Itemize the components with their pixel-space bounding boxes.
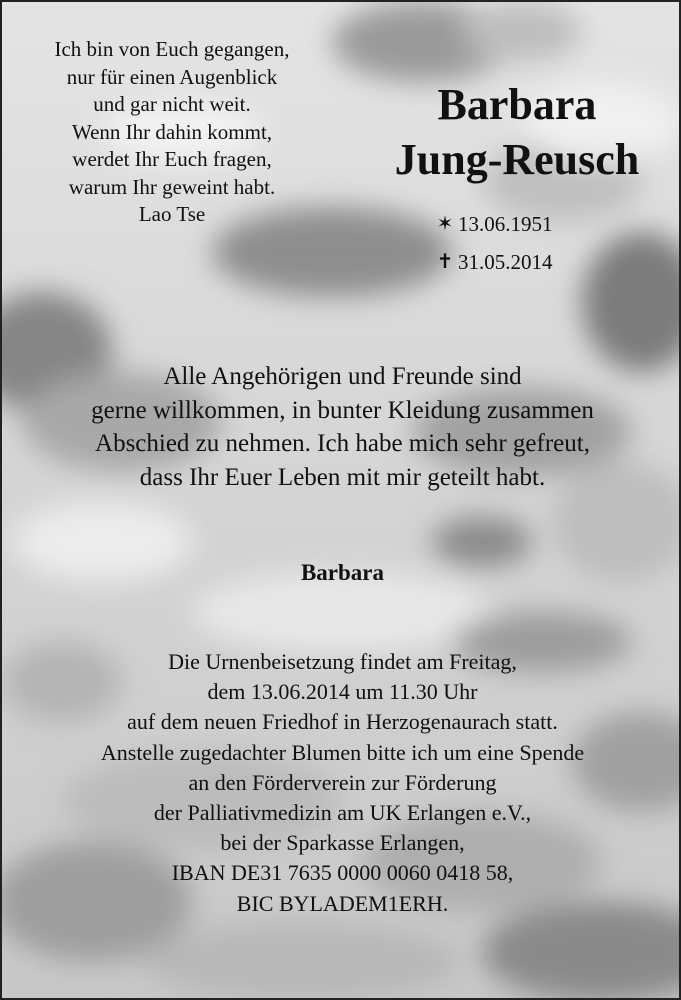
poem-line: Wenn Ihr dahin kommt, [71,119,273,144]
last-name: Jung-Reusch [394,135,640,184]
details-line: bei der Sparkasse Erlangen, [220,830,465,856]
poem-line: warum Ihr geweint habt. [68,174,276,199]
poem-line: und gar nicht weit. [93,92,251,116]
bic: BIC BYLADEM1ERH. [236,890,449,916]
details-line: Anstelle zugedachter Blumen bitte ich um eine Spende [100,739,585,765]
burial-details [2,647,681,919]
message-line: Abschied zu nehmen. Ich habe mich sehr gefreut, [95,430,590,457]
details-line: an den Förderverein zur Förderung [188,769,497,795]
iban: IBAN DE31 7635 0000 0060 0418 58, [171,860,514,886]
poem-line: werdet Ihr Euch fragen, [72,147,272,171]
signature: Barbara [300,560,385,585]
poem [22,36,322,229]
message-line: dass Ihr Euer Leben mit mir geteilt habt. [139,463,546,491]
farewell-message [2,360,681,494]
poem-author: Lao Tse [138,202,206,226]
poem-line: Ich bin von Euch gegangen, [54,37,290,61]
details-line: der Palliativmedizin am UK Erlangen e.V., [153,800,532,826]
details-line: Die Urnenbeisetzung findet am Freitag, [168,649,517,674]
birth-row [422,205,622,243]
death-row [422,243,622,281]
death-date: 31.05.2014 [458,250,553,274]
poem-line: nur für einen Augenblick [66,64,278,89]
first-name: Barbara [437,80,597,129]
details-line: auf dem neuen Friedhof in Herzogenaurach statt. [127,709,558,735]
message-line: gerne willkommen, in bunter Kleidung zusammen [91,396,594,424]
cross-icon: ✝ [436,251,454,273]
birth-date: 13.06.1951 [458,212,553,236]
details-line: dem 13.06.2014 um 11.30 Uhr [207,679,478,705]
life-dates [422,205,622,281]
star-icon: ✶ [436,213,454,235]
deceased-name [347,77,681,187]
message-line: Alle Angehörigen und Freunde sind [163,363,522,390]
